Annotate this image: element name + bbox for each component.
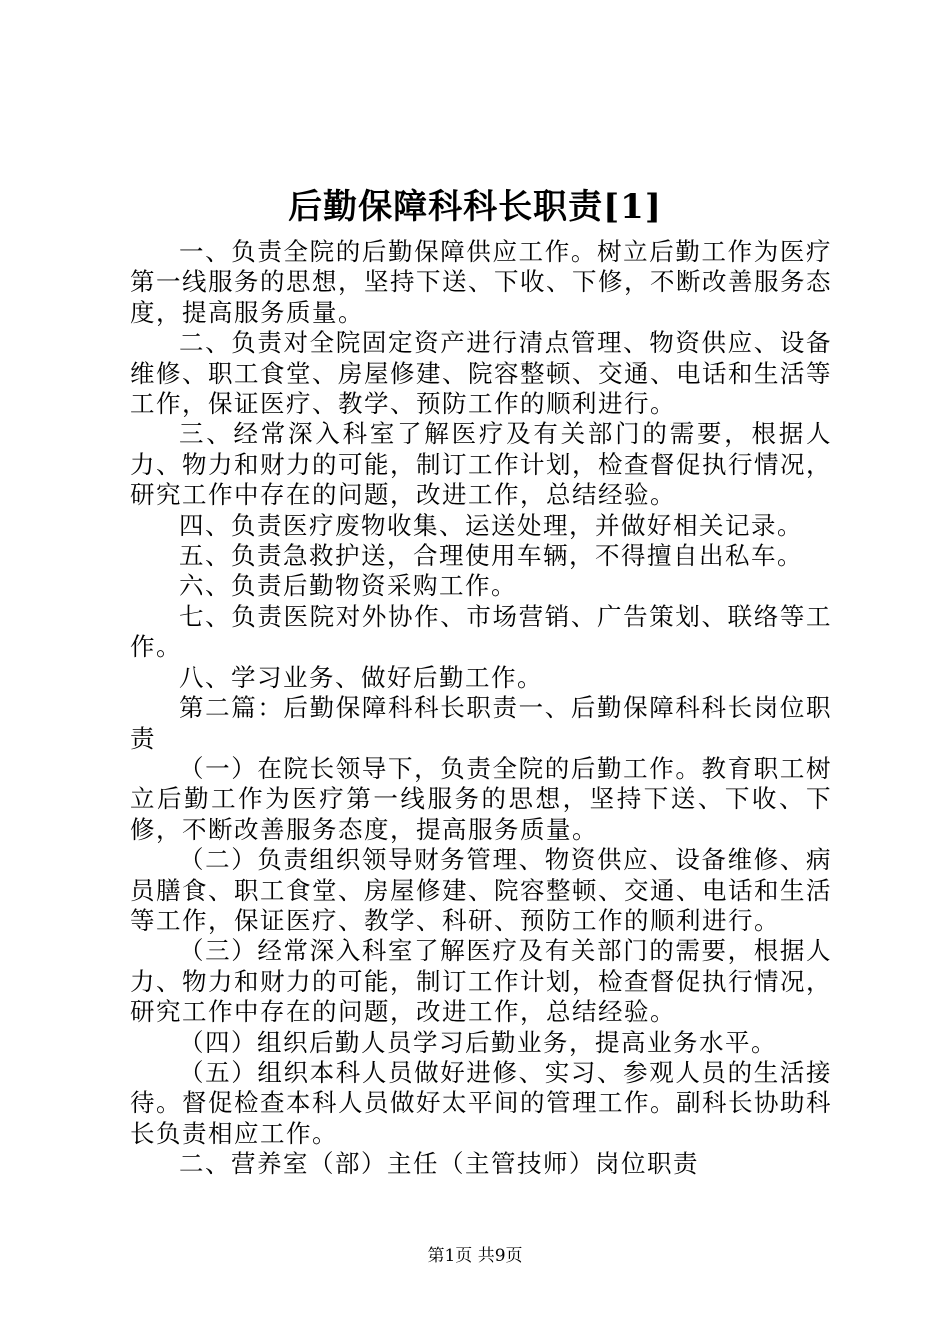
paragraph: （一）在院长领导下，负责全院的后勤工作。教育职工树立后勤工作为医疗第一线服务的思想，坚持下送、下收、下修，不断改善服务态度，提高服务质量。	[130, 753, 832, 844]
document-title: 后勤保障科科长职责[1]	[288, 187, 662, 227]
paragraph: 二、负责对全院固定资产进行清点管理、物资供应、设备维修、职工食堂、房屋修建、院容整顿、交通、电话和生活等工作，保证医疗、教学、预防工作的顺利进行。	[130, 328, 832, 419]
paragraph: 四、负责医疗废物收集、运送处理，并做好相关记录。	[179, 510, 803, 540]
page-number: 第1页 共9页	[427, 1246, 523, 1266]
document-body	[130, 237, 832, 1180]
paragraph: 七、负责医院对外协作、市场营销、广告策划、联络等工作。	[130, 601, 832, 662]
paragraph: 三、经常深入科室了解医疗及有关部门的需要，根据人力、物力和财力的可能，制订工作计划，检查督促执行情况，研究工作中存在的问题，改进工作，总结经验。	[130, 419, 832, 510]
paragraph: 六、负责后勤物资采购工作。	[179, 571, 517, 601]
paragraph: 一、负责全院的后勤保障供应工作。树立后勤工作为医疗第一线服务的思想，坚持下送、下收、下修，不断改善服务态度，提高服务质量。	[130, 237, 832, 327]
paragraph: 八、学习业务、做好后勤工作。	[179, 662, 543, 692]
paragraph: （四）组织后勤人员学习后勤业务，提高业务水平。	[179, 1027, 777, 1057]
paragraph: （五）组织本科人员做好进修、实习、参观人员的生活接待。督促检查本科人员做好太平间的管理工作。副科长协助科长负责相应工作。	[130, 1057, 832, 1148]
paragraph: 五、负责急救护送，合理使用车辆，不得擅自出私车。	[179, 541, 803, 571]
paragraph: （三）经常深入科室了解医疗及有关部门的需要，根据人力、物力和财力的可能，制订工作计划，检查督促执行情况，研究工作中存在的问题，改进工作，总结经验。	[130, 936, 832, 1027]
section-heading: 第二篇：后勤保障科科长职责一、后勤保障科科长岗位职责	[130, 693, 832, 753]
section-heading: 二、营养室（部）主任（主管技师）岗位职责	[179, 1149, 699, 1179]
paragraph: （二）负责组织领导财务管理、物资供应、设备维修、病员膳食、职工食堂、房屋修建、院容整顿、交通、电话和生活等工作，保证医疗、教学、科研、预防工作的顺利进行。	[130, 845, 832, 935]
